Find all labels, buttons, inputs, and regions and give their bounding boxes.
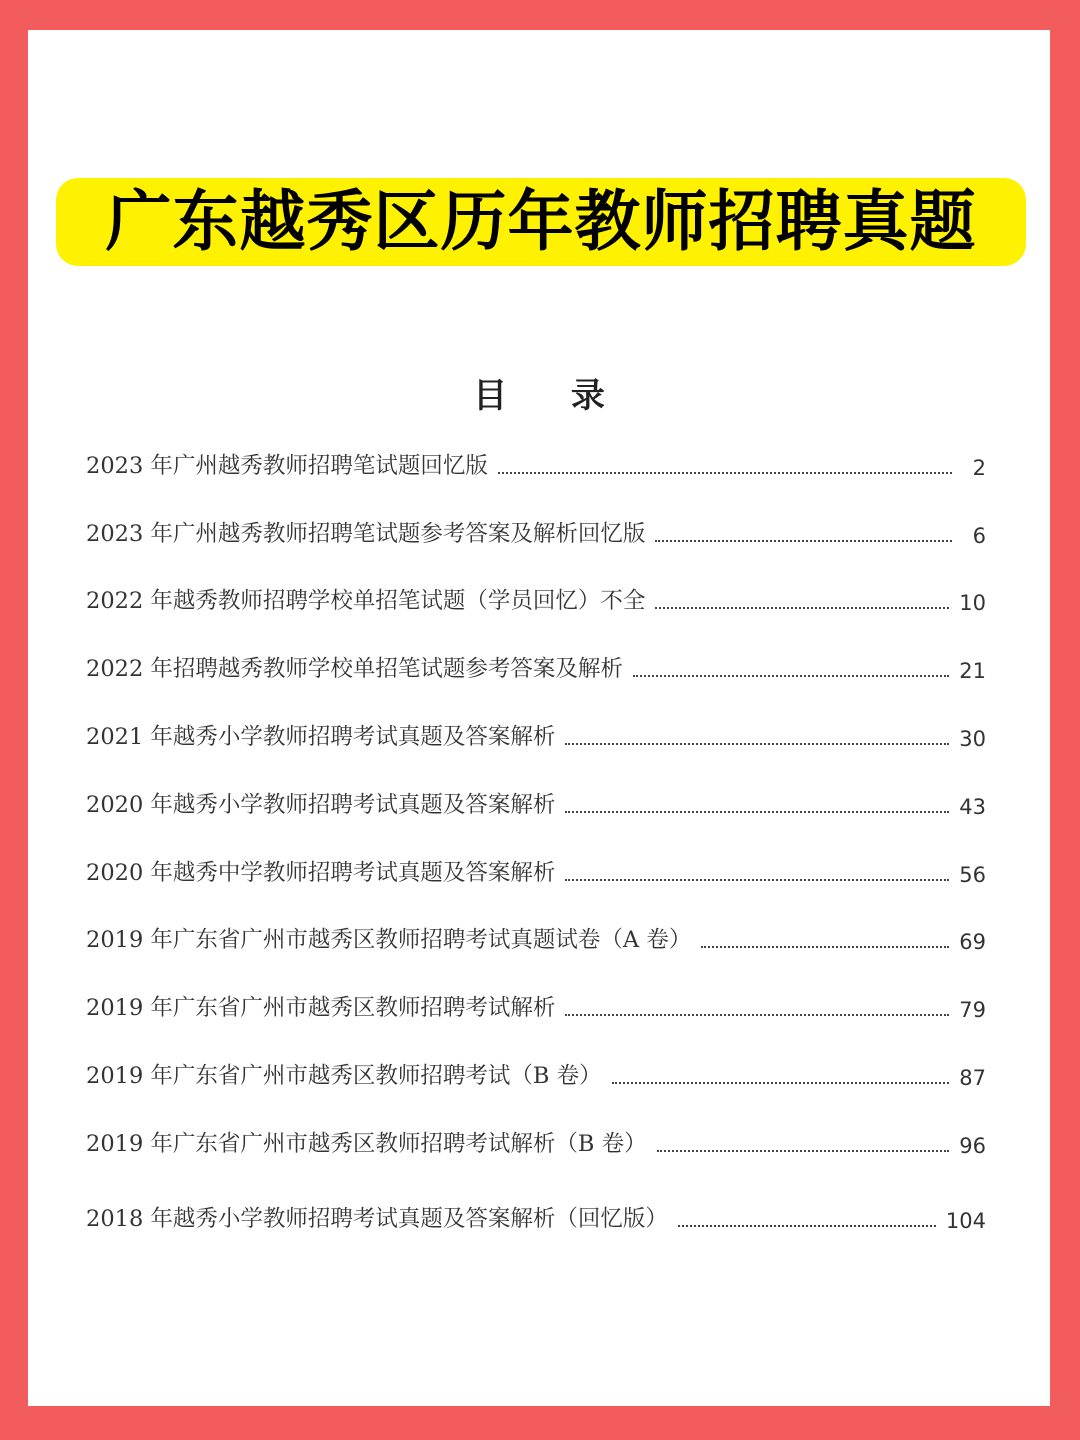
dot-leader [657,1150,950,1152]
dot-leader [565,879,949,881]
toc-entry [86,1108,986,1176]
toc-entry [86,633,986,701]
toc-entry-title: 2023 年广州越秀教师招聘笔试题参考答案及解析回忆版 [86,520,646,547]
toc-entry-title: 2020 年越秀小学教师招聘考试真题及答案解析 [86,791,556,818]
toc-entry-title: 2022 年招聘越秀教师学校单招笔试题参考答案及解析 [86,656,623,683]
toc-entry-title: 2019 年广东省广州市越秀区教师招聘考试（B 卷） [86,1062,602,1089]
toc-entry [86,498,986,566]
dot-leader [565,1014,949,1016]
toc-entry-page: 43 [959,794,986,819]
toc-entry [86,972,986,1040]
toc-entry-page: 10 [959,591,986,616]
toc-entry [86,701,986,769]
toc-entry-title: 2021 年越秀小学教师招聘考试真题及答案解析 [86,723,556,750]
toc-entry-title: 2020 年越秀中学教师招聘考试真题及答案解析 [86,859,556,886]
toc-entry-page: 30 [959,726,986,751]
toc-entry [86,430,986,498]
dot-leader [565,743,949,745]
dot-leader [678,1225,936,1227]
dot-leader [612,1082,950,1084]
toc-entry-page: 6 [972,523,986,548]
toc-entry-page: 21 [959,659,986,684]
toc-entry-title: 2019 年广东省广州市越秀区教师招聘考试真题试卷（A 卷） [86,927,692,954]
dot-leader [565,811,949,813]
toc-entry-title: 2022 年越秀教师招聘学校单招笔试题（学员回忆）不全 [86,588,646,615]
toc-entry-page: 87 [959,1065,986,1090]
toc-entry [86,905,986,973]
toc-entry-title: 2019 年广东省广州市越秀区教师招聘考试解析（B 卷） [86,1130,647,1157]
toc-entry-title: 2023 年广州越秀教师招聘笔试题回忆版 [86,452,488,479]
dot-leader [498,472,952,474]
toc-entry [86,837,986,905]
toc-entry [86,566,986,634]
dot-leader [655,607,949,609]
toc-entry-page: 56 [959,862,986,887]
toc-entry-page: 69 [959,930,986,955]
toc-heading: 目 录 [473,376,631,416]
toc-entry-page: 104 [945,1208,986,1233]
dot-leader [701,946,949,948]
dot-leader [633,675,949,677]
dot-leader [655,540,952,542]
toc-entry-page: 79 [959,998,986,1023]
document-page [28,30,1050,1406]
toc-entry [86,1040,986,1108]
toc-entry [86,769,986,837]
toc-entry-title: 2018 年越秀小学教师招聘考试真题及答案解析（回忆版） [86,1205,668,1232]
toc-entry [86,1176,986,1247]
toc-entry-page: 2 [972,455,986,480]
title-banner [56,178,1026,266]
toc-entry-page: 96 [959,1133,986,1158]
toc-entry-title: 2019 年广东省广州市越秀区教师招聘考试解析 [86,995,556,1022]
toc-list [86,430,986,1247]
banner-title: 广东越秀区历年教师招聘真题 [105,183,977,260]
